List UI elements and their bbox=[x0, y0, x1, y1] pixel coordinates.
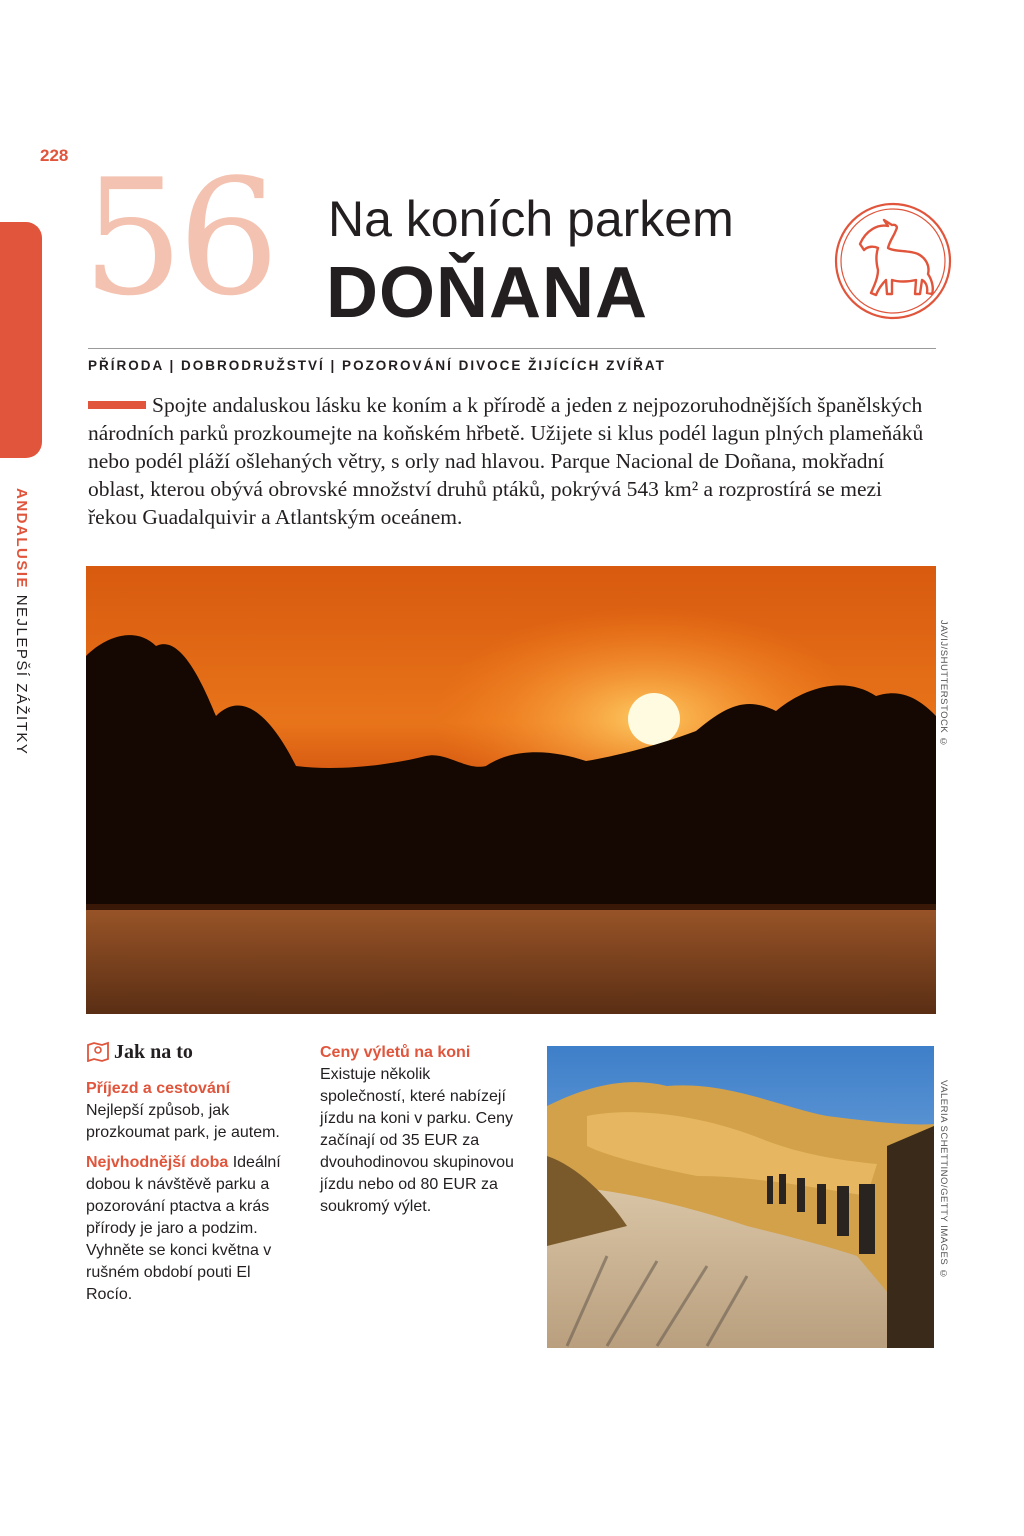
page-number: 228 bbox=[40, 146, 69, 165]
header-rule bbox=[88, 348, 936, 349]
intro-paragraph bbox=[88, 391, 936, 531]
photo1-credit: JAVIJ/SHUTTERSTOCK © bbox=[938, 620, 949, 748]
intro-text: Spojte andaluskou lásku ke koním a k přírodě a jeden z nejpozoruhodnějších španělských národních parků prozkoumejte na koňském hřbetě. Užijete si klus podél lagun plných plameňáků nebo podél pláží ošlehaných větry, s orly nad hlavou. Parque Nacional de Doñana, mokřadní oblast, kterou obývá obrovské množství druhů ptáků, pokrývá 543 km² a rozprostírá se mezi řekou Guadalquivir a Atlantským oceánem. bbox=[88, 393, 924, 529]
howto-item bbox=[320, 1042, 520, 1218]
sunset-photo bbox=[86, 566, 936, 1014]
howto-item-text: Ideální dobou k návštěvě parku a pozorování ptactva a krás přírody je jaro a podzim. Vyhněte se konci května v rušném období pouti El Rocío. bbox=[86, 1154, 281, 1303]
side-running-head bbox=[13, 488, 30, 755]
experience-number: 56 bbox=[82, 144, 274, 331]
howto-heading bbox=[86, 1040, 193, 1064]
howto-item-label: Příjezd a cestování bbox=[86, 1080, 231, 1097]
horse-icon bbox=[832, 200, 954, 322]
howto-item bbox=[86, 1078, 288, 1144]
howto-column-2 bbox=[320, 1042, 520, 1226]
howto-heading-text: Jak na to bbox=[114, 1041, 193, 1063]
title-line-2: DOŇANA bbox=[326, 253, 648, 333]
howto-item-label: Ceny výletů na koni bbox=[320, 1044, 471, 1061]
side-subtitle: NEJLEPŠÍ ZÁŽITKY bbox=[13, 594, 30, 756]
howto-column-1 bbox=[86, 1078, 288, 1314]
howto-item bbox=[86, 1152, 288, 1306]
riders-photo bbox=[547, 1046, 934, 1348]
category-tags: PŘÍRODA | DOBRODRUŽSTVÍ | POZOROVÁNÍ DIVOCE ŽIJÍCÍCH ZVÍŘAT bbox=[88, 358, 666, 373]
side-section: ANDALUSIE bbox=[13, 488, 30, 590]
title-line-1: Na koních parkem bbox=[328, 191, 734, 247]
chapter-tab bbox=[0, 222, 42, 458]
howto-item-text: Existuje několik společností, které nabízejí jízdu na koni v parku. Ceny začínají od 35 EUR za dvouhodinovou skupinovou jízdu nebo od 80 EUR za soukromý výlet. bbox=[320, 1066, 514, 1215]
howto-item-text: Nejlepší způsob, jak prozkoumat park, je autem. bbox=[86, 1102, 280, 1141]
photo2-credit: VALERIA SCHETTINO/GETTY IMAGES © bbox=[938, 1080, 949, 1280]
howto-item-label: Nejvhodnější doba bbox=[86, 1154, 229, 1171]
map-pin-icon bbox=[86, 1040, 110, 1062]
